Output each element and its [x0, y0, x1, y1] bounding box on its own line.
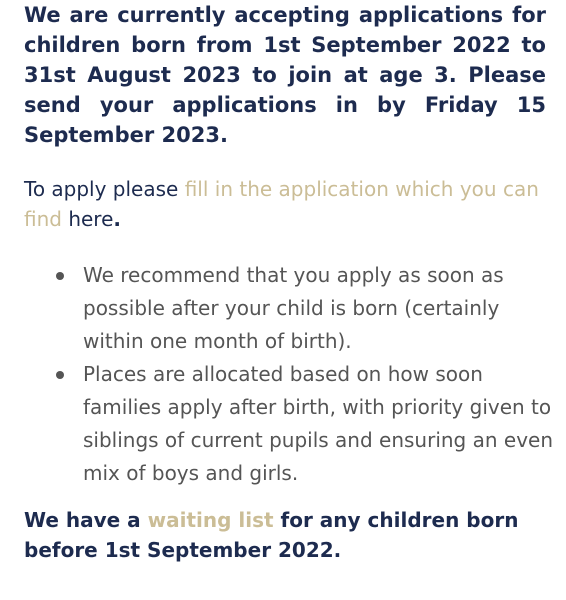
waiting-list-paragraph: [24, 505, 546, 565]
list-item: [56, 259, 556, 358]
waiting-list-link[interactable]: waiting list: [147, 508, 274, 532]
list-item-text: Places are allocated based on how soon families apply after birth, with priority given to siblings of current pupils and ensuring an even mix of boys and girls.: [83, 362, 554, 485]
apply-paragraph: [24, 174, 546, 234]
bullet-icon: [56, 371, 64, 379]
intro-paragraph: We are currently accepting applications for children born from 1st September 2022 to 31st August 2023 to join at age 3. Please send your applications in by Friday 15 September 2023.: [24, 3, 546, 147]
apply-period: .: [113, 207, 122, 231]
main-content: [24, 0, 554, 562]
apply-prefix: To apply please: [24, 177, 185, 201]
application-link[interactable]: fill in the application which you can find: [24, 177, 539, 231]
waiting-prefix: We have a: [24, 508, 148, 532]
waiting-suffix: for any children born before 1st September 2022.: [24, 508, 519, 562]
here-link[interactable]: here: [68, 207, 114, 231]
list-item: [56, 358, 556, 490]
bullet-icon: [56, 272, 64, 280]
list-item-text: We recommend that you apply as soon as possible after your child is born (certainly within one month of birth).: [83, 263, 504, 353]
info-list: [56, 259, 556, 490]
